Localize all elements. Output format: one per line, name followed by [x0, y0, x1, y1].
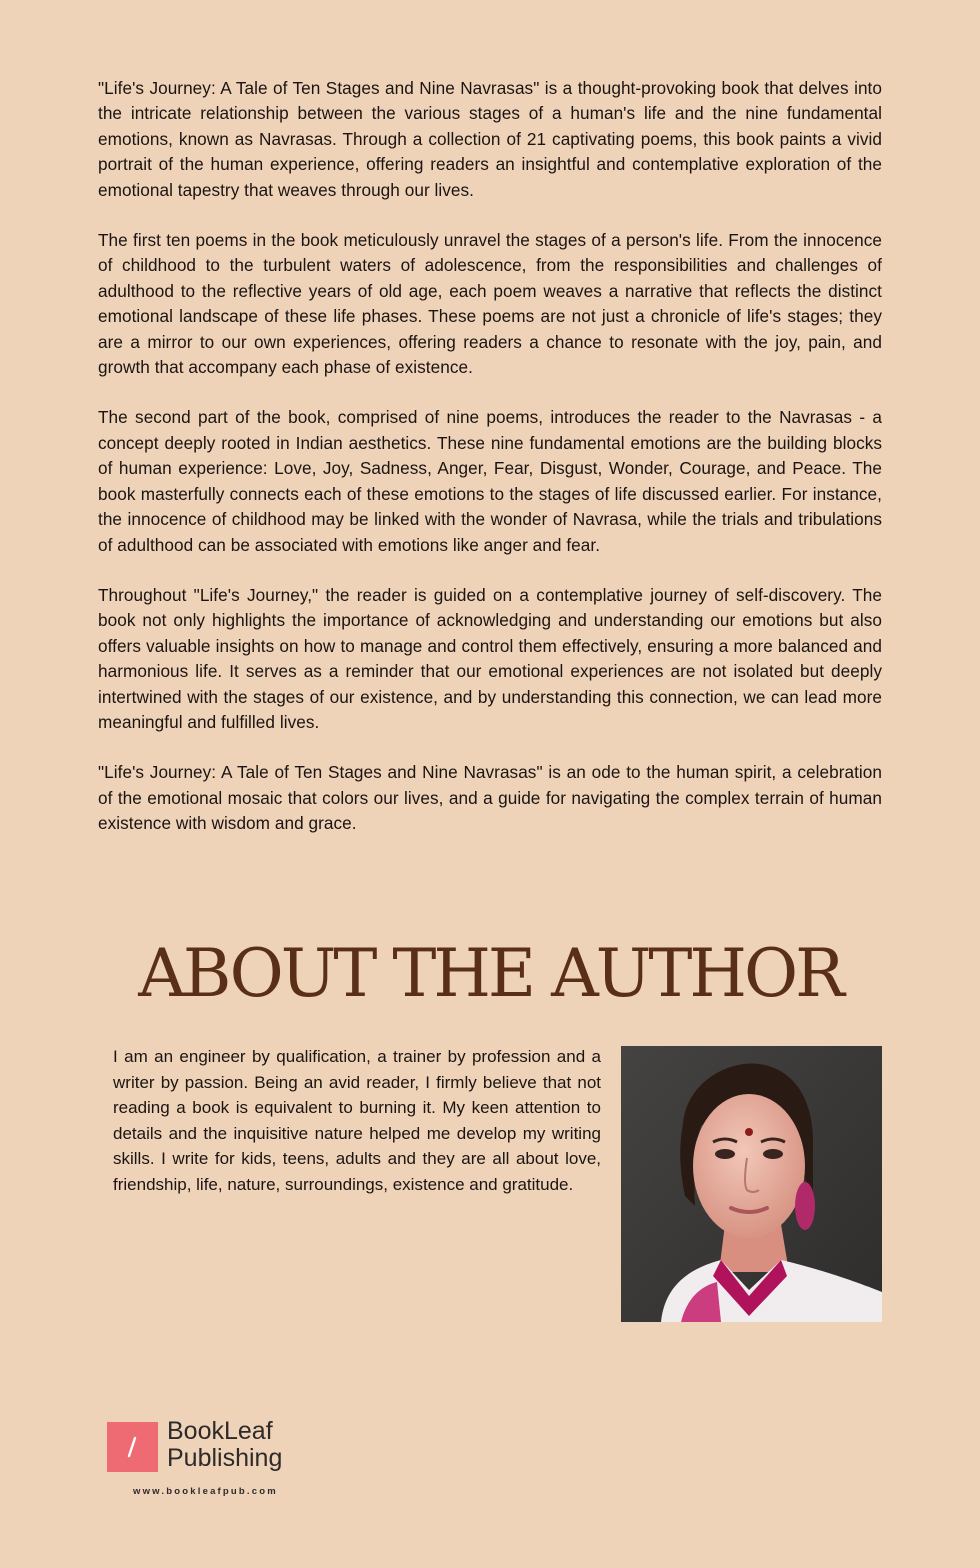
- blurb-paragraph-2: The first ten poems in the book meticulously unravel the stages of a person's life. From the innocence of childhood to the turbulent waters of adolescence, from the responsibilities and challenges of adulthood to the reflective years of old age, each poem weaves a narrative that reflects the distinct emotional landscape of these life phases. These poems are not just a chronicle of life's stages; they are a mirror to our own experiences, offering readers a chance to resonate with the joy, pain, and growth that accompany each phase of existence.: [98, 230, 882, 378]
- author-photo: [621, 1046, 882, 1322]
- blurb-paragraph-1: "Life's Journey: A Tale of Ten Stages and Nine Navrasas" is a thought-provoking book that delves into the intricate relationship between the various stages of a human's life and the nine fundamental emotions, known as Navrasas. Through a collection of 21 captivating poems, this book paints a vivid portrait of the human experience, offering readers an insightful and contemplative exploration of the emotional tapestry that weaves through our lives.: [98, 78, 882, 200]
- blurb-paragraph-5: "Life's Journey: A Tale of Ten Stages and Nine Navrasas" is an ode to the human spirit, a celebration of the emotional mosaic that colors our lives, and a guide for navigating the complex terrain of human existence with wisdom and grace.: [98, 762, 882, 834]
- publisher-name-line-2: Publishing: [167, 1444, 283, 1472]
- blurb-paragraph-4: Throughout "Life's Journey," the reader is guided on a contemplative journey of self-discovery. The book not only highlights the importance of acknowledging and understanding our emotions but also offers valuable insights on how to manage and control them effectively, ensuring a more balanced and harmonious life. It serves as a reminder that our emotional experiences are not isolated but deeply intertwined with the stages of our existence, and by understanding this connection, we can lead more meaningful and fulfilled lives.: [98, 584, 882, 732]
- publisher-name: [167, 1418, 282, 1472]
- publisher-url: www.bookleafpub.com: [133, 1486, 278, 1497]
- about-author-heading: ABOUT THE AUTHOR: [138, 935, 842, 1012]
- blurb-paragraph-3: The second part of the book, comprised of nine poems, introduces the reader to the Navrasas - a concept deeply rooted in Indian aesthetics. These nine fundamental emotions are the building blocks of human experience: Love, Joy, Sadness, Anger, Fear, Disgust, Wonder, Courage, and Peace. The book masterfully connects each of these emotions to the stages of life discussed earlier. For instance, the innocence of childhood may be linked with the wonder of Navrasa, while the trials and tribulations of adulthood can be associated with emotions like anger and fear.: [98, 407, 882, 555]
- book-blurb: [98, 76, 882, 862]
- author-bio: I am an engineer by qualification, a trainer by profession and a writer by passion. Being an avid reader, I firmly believe that not reading a book is equivalent to burning it. My keen attention to details and the inquisitive nature helped me develop my writing skills. I write for kids, teens, adults and they are all about love, friendship, life, nature, surroundings, existence and gratitude.: [113, 1047, 601, 1194]
- author-portrait-image: [621, 1046, 882, 1322]
- slash-mark-icon: [107, 1422, 158, 1472]
- publisher-name-line-1: BookLeaf: [167, 1417, 273, 1445]
- slash-logo-icon: [107, 1422, 158, 1472]
